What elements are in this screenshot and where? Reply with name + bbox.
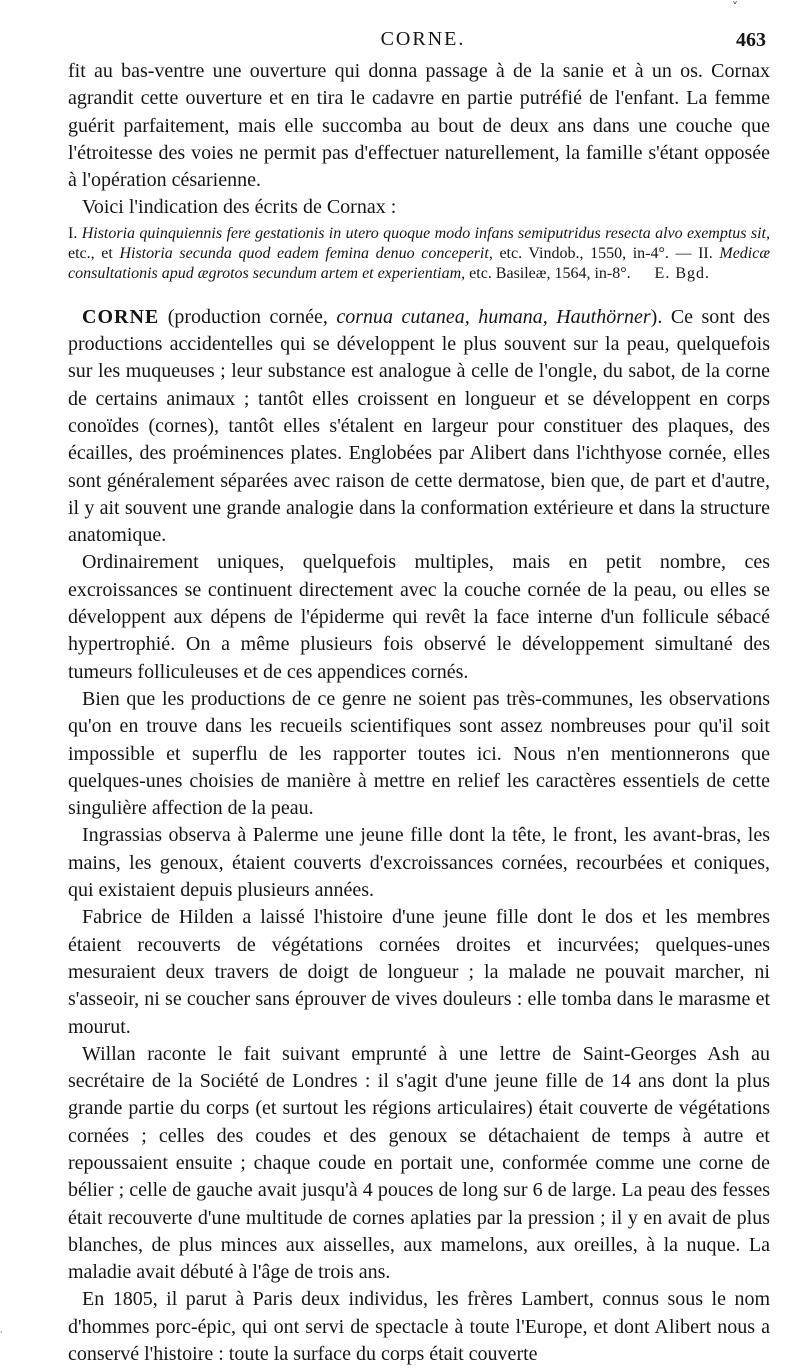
top-mark: ˅ (732, 0, 738, 14)
bibliography-line-1 (68, 224, 770, 284)
bibliography-title-2: Historia secunda quod eadem femina denuo conceperit, (119, 244, 493, 262)
writings-intro: Voici l'indication des écrits de Cornax : (82, 196, 397, 219)
paragraph-2: Ordinairement uniques, quelquefois multiples, mais en petit nombre, ces excroissances se continuent directement avec la couche cornée de la peau, ou elles se développent aux dépens de l'épiderme qui revêt la face interne d'un follicule sébacé hypertrophié. On a même plusieurs fois observé le développement simultané des tumeurs folliculeuses et de ces appendices cornés. (68, 551, 770, 683)
running-title: CORNE. (380, 28, 466, 50)
bibliography-roman-1: I. (68, 224, 78, 242)
latin-term: cornua cutanea, humana, (336, 305, 548, 328)
corne-definition-paragraph (68, 304, 770, 550)
paragraph-6: Willan raconte le fait suivant emprunté à une lettre de Saint-Georges Ash au secrétaire de la Société de Londres : il s'agit d'une jeune fille de 14 ans dont la plus grande partie du corps (et surtout les régions articulaires) était couverte de végétations cornées ; celles des coudes et des genoux se détachaient de temps à autre et repoussaient ensuite ; chaque coude en portait une, conformée comme une corne de bélier ; celle de gauche avait jusqu'à 4 pouces de long sur 6 de large. La peau des fesses était recouverte d'une multitude de cornes aplaties par la pression ; il y en avait de plus blanches, de plus minces aux aisselles, aux mamelons, aux oreilles, à la nuque. La maladie avait débuté à l'âge de trois ans. (68, 1042, 770, 1284)
page-header (78, 28, 768, 56)
page-edge-mark: · (0, 1328, 3, 1337)
article-body (68, 58, 770, 1368)
bibliography-publication-1: etc. Vindob., 1550, in-4°. — II. (499, 244, 713, 262)
bibliography (68, 224, 770, 284)
paragraph-3: Bien que les productions de ce genre ne soient pas très-communes, les observations qu'on en trouve dans les recueils scientifiques sont assez nombreuses pour qu'il soit impossible et superflu de les rapporter toutes ici. Nous n'en mentionnerons que quelques-unes choisies de manière à mettre en relief les caractères essentiels de cette singulière affection de la peau. (68, 687, 770, 820)
paragraph-7: En 1805, il parut à Paris deux individus, les frères Lambert, connus sous le nom d'hommes porc-épic, qui ont servi de spectacle à toute l'Europe, et dont Alibert nous a conservé l'histoire : toute la surface du corps était couverte (68, 1288, 770, 1366)
german-term: Hauthörner (556, 305, 651, 328)
author-signature: E. Bgd. (654, 264, 710, 282)
bibliography-title-3: Medicæ consultationis apud ægrotos secundum artem et experientiam, (68, 244, 771, 282)
headword: CORNE (82, 305, 160, 328)
bibliography-publication-2: etc. Basileæ, 1564, in-8°. (469, 264, 631, 282)
bibliography-etc-1: etc., et (68, 244, 113, 262)
paragraph-4: Ingrassias observa à Palerme une jeune fille dont la tête, le front, les avant-bras, les mains, les genoux, étaient couverts d'excroissances cornées, recourbées et coniques, qui existaient depuis plusieurs années. (68, 824, 770, 902)
page-number: 463 (736, 29, 766, 51)
bibliography-title-1: Historia quinquiennis fere gestationis in utero quoque modo infans semiputridus resecta alvo exemptus sit, (81, 224, 771, 242)
paragraph-5: Fabrice de Hilden a laissé l'histoire d'une jeune fille dont le dos et les membres étaient recouverts de végétations cornées droites et incurvées; quelques-unes mesuraient deux travers de doigt de longueur ; la malade ne pouvait marcher, ni s'asseoir, ni se coucher sans éprouver de vives douleurs : elle tomba dans le marasme et mourut. (68, 906, 770, 1038)
definition-prefix: (production cornée, (167, 305, 328, 328)
opening-paragraph: fit au bas-ventre une ouverture qui donna passage à de la sanie et à un os. Cornax agrandit cette ouverture et en tira le cadavre en partie putréfié de l'enfant. La femme guérit parfaitement, mais elle succomba au bout de deux ans dans une couche que l'étroitesse des voies ne permit pas d'effectuer naturellement, la famille s'étant opposée à l'opération césarienne. (68, 60, 770, 192)
definition-text: ). Ce sont des productions accidentelles qui se développent le plus souvent sur la peau, quelquefois sur les muqueuses ; leur substance est analogue à celle de l'ongle, du sabot, de la corne de certains animaux ; tantôt elles croissent en longueur et se développent en corps conoïdes (cornes), tantôt elles s'étalent en largeur pour constituer des plaques, des écailles, des proéminences plates. Englobées par Alibert dans l'ichthyose cornée, elles sont généralement séparées avec raison de cette dermatose, bien que, de part et d'autre, il y ait souvent une grande analogie dans la conformation extérieure et dans la structure anatomique. (68, 305, 771, 547)
